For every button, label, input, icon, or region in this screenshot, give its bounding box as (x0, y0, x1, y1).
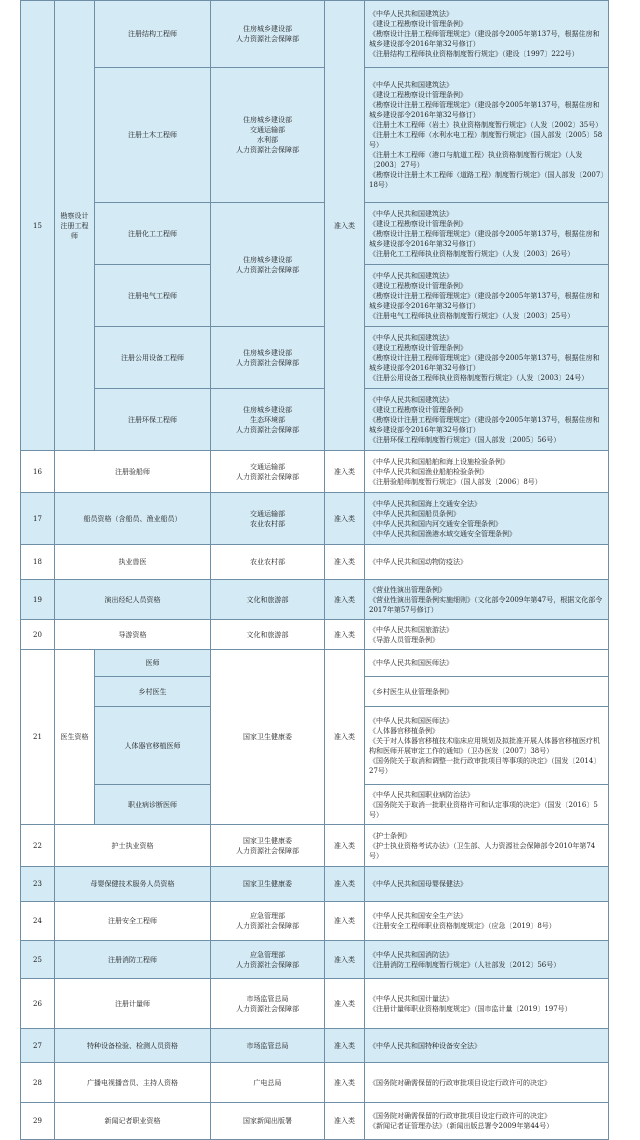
basis-item: 《关于对人体器官移植技术临床应用规划及拟批准开展人体器官移植医疗机构和医师开展审定工作的通知》（卫办医发〔2007〕38号） (369, 736, 600, 755)
basis-item: 《营业性演出管理条例》 (369, 585, 446, 594)
qualification-type: 准入类 (325, 867, 365, 902)
basis-cell (365, 677, 609, 707)
department-name: 广电总局 (211, 1063, 325, 1103)
qualification-name: 船员资格（含船员、渔业船员） (55, 493, 211, 545)
qualification-type: 准入类 (325, 902, 365, 941)
department-name: 水利部 (257, 136, 278, 144)
department-name: 农业农村部 (250, 519, 285, 528)
department-cell (211, 327, 325, 389)
basis-item: 《中华人民共和国船员条例》 (369, 509, 460, 518)
basis-item: 《勘察设计注册工程师管理规定》（建设部令2005年第137号，根据住房和城乡建设部令2016年第32号修订） (369, 353, 600, 372)
basis-item: 《中华人民共和国消防法》 (369, 950, 453, 959)
row-number: 16 (21, 451, 55, 493)
qualification-name: 乡村医生 (95, 677, 211, 707)
basis-item: 《注册安全工程师职业资格制度规定》（应急〔2019〕8号） (369, 922, 556, 930)
qualification-name: 医师 (95, 650, 211, 677)
basis-item: 《勘察设计注册工程师管理规定》（建设部令2005年第137号，根据住房和城乡建设部令2016年第32号修订） (369, 291, 600, 310)
basis-cell (365, 1063, 609, 1103)
table-row (21, 493, 609, 545)
department-name: 国家卫生健康委 (243, 836, 292, 845)
qualification-name: 职业病诊断医师 (95, 785, 211, 825)
basis-cell (365, 389, 609, 451)
row-number: 23 (21, 867, 55, 902)
department-name: 市场监管总局 (211, 1029, 325, 1063)
qualification-type: 准入类 (325, 545, 365, 580)
basis-item: 《建设工程勘察设计管理条例》 (369, 20, 467, 28)
qualification-table (20, 0, 609, 1140)
qualification-type: 准入类 (325, 493, 365, 545)
department-cell (211, 203, 325, 327)
qualification-name: 注册结构工程师 (95, 1, 211, 68)
basis-item: 《注册电气工程师执业资格制度暂行规定》（人发〔2003〕25号） (369, 311, 575, 320)
basis-item: 《建设工程勘察设计管理条例》 (369, 405, 467, 414)
qualification-name: 母婴保健技术服务人员资格 (55, 867, 211, 902)
qualification-name: 注册环保工程师 (95, 389, 211, 451)
basis-cell (365, 707, 609, 785)
department-name: 人力资源社会保障部 (236, 35, 299, 43)
department-name: 交通运输部 (250, 462, 285, 471)
basis-cell (365, 620, 609, 650)
basis-item: 《中华人民共和国船舶和海上设施检验条例》 (369, 457, 509, 466)
qualification-name: 执业兽医 (55, 545, 211, 580)
basis-cell (365, 68, 609, 203)
table-row (21, 451, 609, 493)
department-name: 应急管理部 (250, 950, 285, 959)
basis-item: 《新闻记者证管理办法》（新闻出版总署令2009年第44号） (369, 1122, 554, 1130)
qualification-name: 注册电气工程师 (95, 265, 211, 327)
department-name: 人力资源社会保障部 (236, 922, 299, 930)
basis-cell (365, 203, 609, 265)
qualification-name: 新闻记者职业资格 (55, 1103, 211, 1140)
basis-cell (365, 902, 609, 941)
department-cell (211, 979, 325, 1029)
basis-item: 《中华人民共和国渔港水域交通安全管理条例》 (369, 529, 516, 538)
table-row (21, 979, 609, 1029)
basis-cell (365, 941, 609, 979)
basis-cell (365, 1103, 609, 1140)
basis-item: 《注册土木工程师（港口与航道工程）执业资格制度暂行规定》（人发〔2003〕27号） (369, 151, 583, 169)
department-name: 文化和旅游部 (211, 620, 325, 650)
department-name: 人力资源社会保障部 (236, 265, 299, 274)
basis-item: 《勘察设计注册土木工程师（道路工程）制度暂行规定》（国人部发〔2007〕18号） (369, 171, 604, 189)
row-number: 26 (21, 979, 55, 1029)
basis-item: 《勘察设计注册工程师管理规定》（建设部令2005年第137号，根据住房和城乡建设部令2016年第32号修订） (369, 101, 600, 119)
department-name: 交通运输部 (250, 126, 285, 134)
department-name: 交通运输部 (250, 509, 285, 518)
basis-item: 《护士执业资格考试办法》（卫生部、人力资源社会保障部令2010年第74号） (369, 841, 596, 860)
department-cell (211, 451, 325, 493)
qualification-name: 注册安全工程师 (55, 902, 211, 941)
basis-item: 《注册消防工程师制度暂行规定》（人社部发〔2012〕56号） (369, 960, 561, 969)
basis-item: 《中华人民共和国计量法》 (369, 994, 453, 1003)
qualification-name: 人体器官移植医师 (95, 707, 211, 785)
basis-cell (365, 493, 609, 545)
basis-cell (365, 1, 609, 68)
qualification-type: 准入类 (325, 941, 365, 979)
basis-item: 《中华人民共和国建筑法》 (369, 209, 453, 218)
basis-item: 《中华人民共和国建筑法》 (369, 333, 453, 342)
qualification-type: 准入类 (325, 580, 365, 620)
row-number: 29 (21, 1103, 55, 1140)
department-name: 人力资源社会保障部 (236, 425, 299, 434)
department-name: 国家卫生健康委 (211, 650, 325, 825)
basis-cell (365, 1029, 609, 1063)
basis-item: 《中华人民共和国医师法》 (369, 659, 453, 667)
department-name: 市场监管总局 (246, 994, 289, 1003)
basis-cell (365, 785, 609, 825)
qualification-type: 准入类 (325, 650, 365, 825)
basis-item: 《人体器官移植条例》 (369, 726, 439, 735)
table-row (21, 867, 609, 902)
table-row (21, 1103, 609, 1140)
basis-item: 《中华人民共和国建筑法》 (369, 395, 453, 404)
table-row (21, 1, 609, 68)
basis-item: 《导游人员管理条例》 (369, 635, 439, 644)
department-name: 应急管理部 (250, 912, 285, 920)
basis-item: 《中华人民共和国特种设备安全法》 (369, 1041, 481, 1050)
qualification-name: 注册化工工程师 (95, 203, 211, 265)
table-row (21, 825, 609, 867)
basis-item: 《建设工程勘察设计管理条例》 (369, 343, 467, 352)
qualification-name: 注册公用设备工程师 (95, 327, 211, 389)
qualification-type: 准入类 (325, 1103, 365, 1140)
table-row (21, 389, 609, 451)
basis-item: 《国务院关于取消和调整一批行政审批项目等事项的决定》（国发〔2014〕27号） (369, 756, 601, 775)
category-name: 医生资格 (55, 650, 95, 825)
basis-item: 《勘察设计注册工程师管理规定》（建设部令2005年第137号，根据住房和城乡建设部令2016年第32号修订） (369, 30, 600, 48)
department-name: 住房城乡建设部 (243, 348, 292, 357)
department-cell (211, 493, 325, 545)
basis-cell (365, 545, 609, 580)
row-number: 25 (21, 941, 55, 979)
department-name: 住房城乡建设部 (243, 116, 292, 124)
table-row (21, 1063, 609, 1103)
department-name: 文化和旅游部 (211, 580, 325, 620)
department-cell (211, 68, 325, 203)
basis-item: 《中华人民共和国渔业船舶检验条例》 (369, 467, 488, 476)
department-name: 人力资源社会保障部 (236, 146, 299, 154)
department-cell (211, 825, 325, 867)
basis-cell (365, 265, 609, 327)
basis-cell (365, 451, 609, 493)
basis-item: 《中华人民共和国内河交通安全管理条例》 (369, 519, 502, 528)
qualification-name: 广播电视播音员、主持人资格 (55, 1063, 211, 1103)
qualification-name: 特种设备检验、检测人员资格 (55, 1029, 211, 1063)
qualification-type: 准入类 (325, 1063, 365, 1103)
department-name: 国家卫生健康委 (211, 867, 325, 902)
basis-item: 《中华人民共和国旅游法》 (369, 625, 453, 634)
row-number: 24 (21, 902, 55, 941)
department-name: 人力资源社会保障部 (236, 1004, 299, 1013)
basis-item: 《营业性演出管理条例实施细则》（文化部令2009年第47号，根据文化部令2017年第57号修订） (369, 595, 603, 614)
qualification-type: 准入类 (325, 1029, 365, 1063)
qualification-name: 护士执业资格 (55, 825, 211, 867)
row-number: 27 (21, 1029, 55, 1063)
department-name: 人力资源社会保障部 (236, 960, 299, 969)
basis-item: 《中华人民共和国母婴保健法》 (369, 880, 467, 888)
basis-item: 《乡村医生从业管理条例》 (369, 687, 453, 696)
basis-cell (365, 327, 609, 389)
basis-item: 《国务院关于取消一批职业资格许可和认定事项的决定》（国发〔2016〕5号） (369, 800, 598, 819)
department-name: 国家新闻出版署 (211, 1103, 325, 1140)
table-row (21, 650, 609, 677)
qualification-name: 注册消防工程师 (55, 941, 211, 979)
basis-item: 《中华人民共和国医师法》 (369, 716, 453, 725)
basis-item: 《中华人民共和国建筑法》 (369, 271, 453, 280)
table-row (21, 580, 609, 620)
basis-item: 《注册验船师制度暂行规定》（国人部发〔2006〕8号） (369, 477, 542, 486)
qualification-name: 注册验船师 (55, 451, 211, 493)
row-number: 15 (21, 1, 55, 451)
table-row (21, 545, 609, 580)
department-name: 生态环境部 (250, 415, 285, 424)
basis-item: 《国务院对确需保留的行政审批项目设定行政许可的决定》 (369, 1078, 551, 1087)
department-name: 人力资源社会保障部 (236, 358, 299, 367)
basis-item: 《勘察设计注册工程师管理规定》（建设部令2005年第137号，根据住房和城乡建设部令2016年第32号修订） (369, 229, 600, 248)
basis-cell (365, 867, 609, 902)
table-row (21, 902, 609, 941)
basis-item: 《注册环保工程师制度暂行规定》（国人部发〔2005〕56号） (369, 435, 561, 444)
qualification-name: 演出经纪人员资格 (55, 580, 211, 620)
department-name: 农业农村部 (211, 545, 325, 580)
table-row (21, 941, 609, 979)
qualification-type: 准入类 (325, 979, 365, 1029)
row-number: 20 (21, 620, 55, 650)
basis-item: 《注册土木工程师（岩土）执业资格制度暂行规定》（人发〔2002〕35号） (369, 121, 603, 129)
department-name: 住房城乡建设部 (243, 255, 292, 264)
basis-cell (365, 979, 609, 1029)
basis-item: 《建设工程勘察设计管理条例》 (369, 219, 467, 228)
row-number: 19 (21, 580, 55, 620)
category-name: 勘察设计注册工程师 (55, 1, 95, 451)
department-name: 住房城乡建设部 (243, 405, 292, 414)
basis-item: 《注册结构工程师执业资格制度暂行规定》（建设〔1997〕222号） (369, 50, 579, 58)
qualification-name: 导游资格 (55, 620, 211, 650)
basis-item: 《中华人民共和国海上交通安全法》 (369, 499, 481, 508)
qualification-name: 注册土木工程师 (95, 68, 211, 203)
basis-cell (365, 825, 609, 867)
table-row (21, 68, 609, 203)
department-name: 人力资源社会保障部 (236, 472, 299, 481)
row-number: 18 (21, 545, 55, 580)
row-number: 17 (21, 493, 55, 545)
basis-item: 《中华人民共和国动物防疫法》 (369, 558, 467, 566)
basis-cell (365, 580, 609, 620)
basis-item: 《中华人民共和国职业病防治法》 (369, 790, 474, 799)
basis-item: 《建设工程勘察设计管理条例》 (369, 91, 467, 99)
basis-item: 《注册土木工程师（水利水电工程）制度暂行规定》（国人部发〔2005〕58号） (369, 131, 603, 149)
department-cell (211, 902, 325, 941)
department-cell (211, 389, 325, 451)
basis-item: 《勘察设计注册工程师管理规定》（建设部令2005年第137号，根据住房和城乡建设部令2016年第32号修订） (369, 415, 600, 434)
basis-item: 《护士条例》 (369, 831, 411, 840)
qualification-type: 准入类 (325, 825, 365, 867)
department-cell (211, 941, 325, 979)
basis-item: 《中华人民共和国安全生产法》 (369, 912, 467, 920)
department-name: 人力资源社会保障部 (236, 846, 299, 855)
table-row (21, 203, 609, 265)
row-number: 21 (21, 650, 55, 825)
basis-item: 《注册公用设备工程师执业资格制度暂行规定》（人发〔2003〕24号） (369, 373, 589, 382)
qualification-type: 准入类 (325, 451, 365, 493)
basis-item: 《中华人民共和国建筑法》 (369, 81, 453, 89)
qualification-type: 准入类 (325, 620, 365, 650)
table-row (21, 1029, 609, 1063)
basis-item: 《注册化工工程师执业资格制度暂行规定》（人发〔2003〕26号） (369, 249, 575, 258)
row-number: 22 (21, 825, 55, 867)
table-row (21, 327, 609, 389)
basis-item: 《中华人民共和国建筑法》 (369, 10, 453, 18)
basis-item: 《国务院对确需保留的行政审批项目设定行政许可的决定》 (369, 1112, 551, 1120)
qualification-type: 准入类 (325, 1, 365, 451)
basis-cell (365, 650, 609, 677)
row-number: 28 (21, 1063, 55, 1103)
table-row (21, 620, 609, 650)
department-name: 住房城乡建设部 (243, 25, 292, 33)
basis-item: 《建设工程勘察设计管理条例》 (369, 281, 467, 290)
department-cell (211, 1, 325, 68)
basis-item: 《注册计量师职业资格制度规定》（国市监计量〔2019〕197号） (369, 1004, 572, 1013)
qualification-name: 注册计量师 (55, 979, 211, 1029)
